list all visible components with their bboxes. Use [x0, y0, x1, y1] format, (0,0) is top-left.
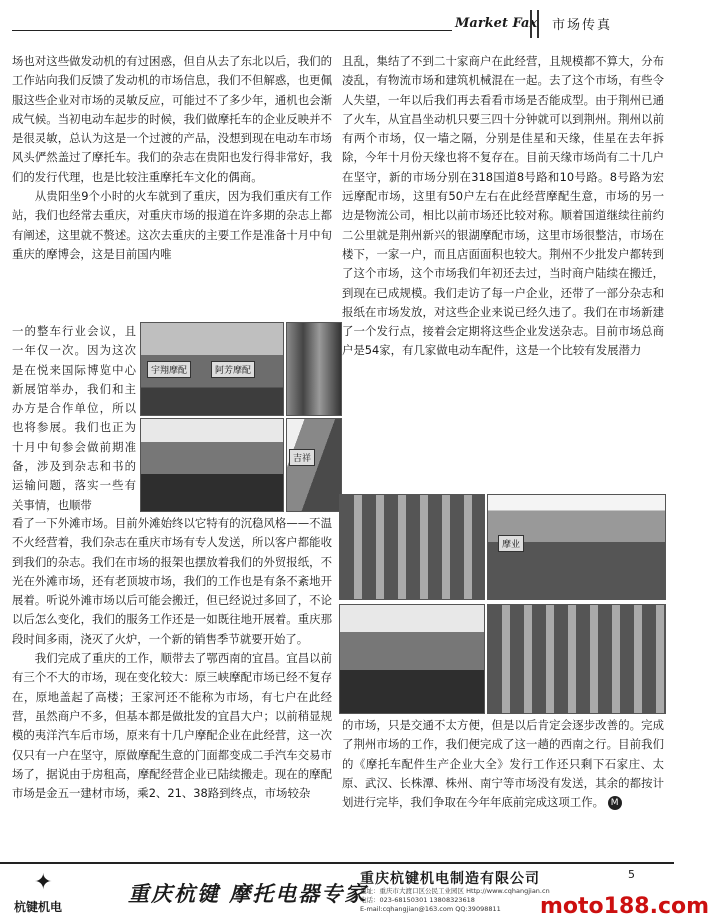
- shop-sign: 宇翔摩配: [147, 361, 191, 378]
- email-line: E-mail:cqhangjian@163.com QQ:39098811: [360, 905, 501, 913]
- brand-slogan: 重庆杭键 摩托电器专家: [128, 881, 368, 906]
- column-2-top: [342, 52, 664, 492]
- logo-icon: ✦: [34, 870, 53, 895]
- header-divider-icon: [530, 10, 539, 38]
- end-mark-icon: M: [608, 796, 622, 810]
- site-watermark: moto188.com: [540, 894, 709, 919]
- market-photo: [286, 322, 342, 416]
- market-photo: [286, 418, 342, 512]
- logo-text: 杭键机电: [14, 900, 63, 914]
- market-photo: [339, 604, 485, 714]
- photo-group-chongqing: [140, 322, 340, 510]
- header-rule: [12, 30, 452, 31]
- paragraph: 且乱，集结了不到二十家商户在此经营，且规模都不算大，分布凌乱，有物流市场和建筑机械混在一起。去了这个市场，有些令人失望，一年以后我们再去看看市场是否能成型。由于荆州已通了火车，从宜昌坐动机只要三四十分钟就可以到荆州。荆州以前有两个市场，仅一墙之隔，分别是佳星和天缘，佳星在去年拆除，今年十月份天缘也将不复存在。目前天缘市场尚有二十几户在坚守，新的市场分别在318国道8号路和10号路。8号路为宏远摩配市场，这里有50户左右在此经营摩配生意，市场的另一边是物流公司，相比以前市场还比较对称。顺着国道继续往前约二公里就是荆州新兴的银湖摩配市场，这里市场很整洁，市场在楼下，一家一户，而且店面面积也较大。荆州不少批发户都转到了这个市场，这个市场我们年初还去过，当时商户陆续在搬迁，到现在已成规模。我们走访了每一户企业，还带了一部分杂志和报纸在市场发放，对这些企业来说已经久违了。我们在市场新建了一个发行点，接着会定期将这些企业发送杂志。目前市场总商户是54家，有几家做电动车配件，这是一个比较有发展潜力: [342, 54, 664, 358]
- column-2-bottom: [342, 716, 664, 812]
- shop-sign: 阿芳摩配: [211, 361, 255, 378]
- page-number: 5: [628, 868, 635, 881]
- shop-sign: 吉祥: [289, 449, 315, 466]
- page-footer: [0, 862, 709, 923]
- section-title: 市场传真: [552, 18, 613, 33]
- market-photo: [140, 322, 284, 416]
- market-photo: [487, 494, 666, 600]
- shop-sign: 摩业: [498, 535, 524, 552]
- phone-line: 电话：023-68150301 13808323618: [360, 896, 475, 904]
- paragraph: 看了一下外滩市场。目前外滩始终以它特有的沉稳风格——不温不火经营着，我们杂志在重庆市场有专人发送，所以客户都能收到我们的杂志。我们在市场的报架也摆放着我们的外贸报纸，不光在外滩市场，还有老顶坡市场，我们的工作也是有条不紊地开展着。听说外滩市场以后可能会搬迁，但已经说过多回了，不论以后怎么变化，我们的服务工作还是一如既往地开展着。重庆那段时间多雨，浇灭了火炉，一个新的销售季节就要开始了。: [12, 516, 332, 646]
- page-header: [0, 0, 674, 40]
- paragraph: [342, 716, 664, 812]
- paragraph-text: 的市场，只是交通不太方便，但是以后肯定会逐步改善的。完成了荆州市场的工作，我们便完成了这一趟的西南之行。目前我们的《摩托车配件生产企业大全》发行工作还只剩下石家庄、太原、武汉、长株潭、株州、南宁等市场没有发送，其余的都按计划进行完毕，我们争取在今年年底前完成这项工作。: [342, 718, 664, 810]
- company-logo: [14, 870, 84, 916]
- company-name: 重庆杭键机电制造有限公司: [360, 871, 540, 887]
- column-1-bottom: [12, 514, 332, 803]
- paragraph: 场也对这些做发动机的有过困惑，但自从去了东北以后，我们的工作站向我们反馈了发动机的市场信息，我们不但解惑，也更佩服这些企业对市场的灵敏反应，可能过不了多少年，通机也会渐成气候。当初电动车起步的时候，我们做摩托车的企业反映并不是很灵敏，总认为这是一个过渡的产品，没想到现在电动车市场风头俨然盖过了摩托车。我们的杂志在贵阳也发行得非常好，我们的发行代理，也是比较注重摩托车文化的偶商。: [12, 54, 332, 184]
- column-1-narrow: 一的整车行业会议，且一年仅一次。因为这次是在悦来国际博览中心新展馆举办，我们和主办方是合作单位，所以也将参展。我们也正为十月中旬参会做前期准备，涉及到杂志和书的运输问题，落实一些有关事情，也顺带: [12, 324, 136, 512]
- market-photo: [487, 604, 666, 714]
- paragraph: 我们完成了重庆的工作，顺带去了鄂西南的宜昌。宜昌以前有三个不大的市场，现在变化较大：原三峡摩配市场已经不复存在，原地盖起了高楼；王家河还不能称为市场，有七户在此经营，虽然商户不多，但基本都是做批发的宜昌大户；以前稍显规模的夷洋汽车后市场，原来有十几户摩配企业在此经营，这一次仅只有一户在坚守，原做摩配生意的门面都变成二手汽车交易市场了，据说由于房租高，摩配经营企业已陆续搬走。现在的摩配市场是金五一建材市场，乘2、21、38路到终点，市场较杂: [12, 651, 332, 801]
- contact-info: [360, 887, 550, 914]
- address-line: 地址：重庆市大渡口区公民工业园区 Http://www.cqhangjian.cn: [360, 887, 550, 895]
- market-photo: [339, 494, 485, 600]
- market-photo: [140, 418, 284, 512]
- magazine-name: Market Fax: [455, 16, 538, 31]
- photo-group-jingzhou: [339, 494, 664, 712]
- paragraph: 从贵阳坐9个小时的火车就到了重庆，因为我们重庆有工作站，我们也经常去重庆，对重庆市场的报道在许多期的杂志上都有阐述，这里就不赘述。这次去重庆的主要工作是准备十月中旬重庆的摩博会，这是目前国内唯: [12, 189, 332, 261]
- column-1-top: [12, 52, 332, 264]
